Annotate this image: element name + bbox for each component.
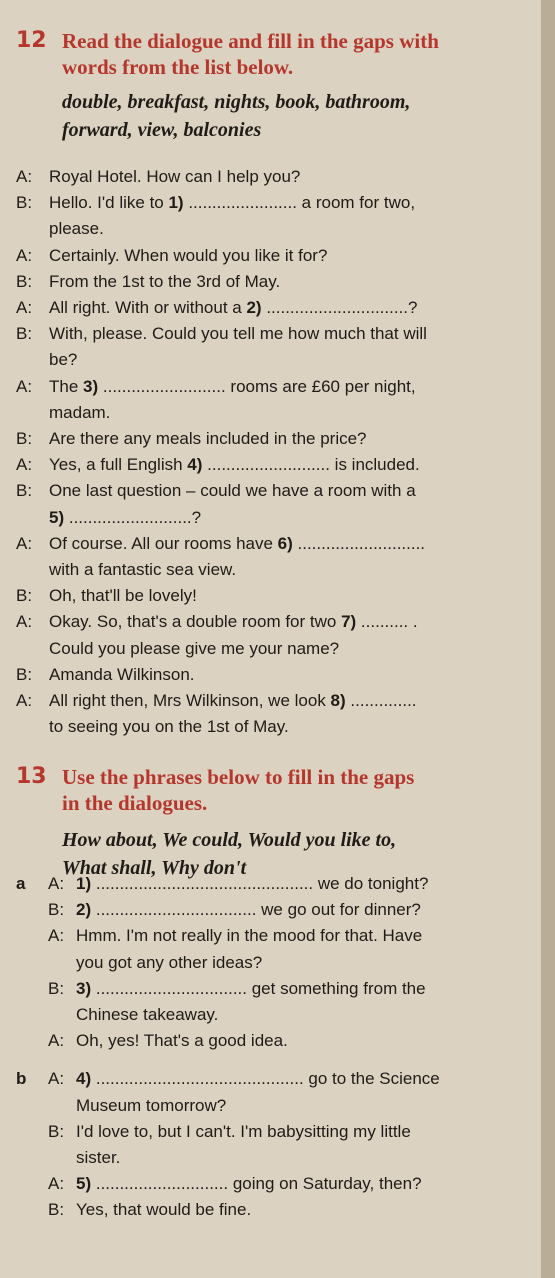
- gap-number: 2): [76, 900, 92, 920]
- speaker-label: A:: [48, 1069, 65, 1089]
- text-segment: you got any other ideas?: [76, 952, 263, 972]
- line-text: [76, 1200, 251, 1220]
- text-segment: Royal Hotel. How can I help you?: [49, 167, 301, 186]
- text-segment: Could you please give me your name?: [49, 638, 340, 658]
- line-text: [76, 1031, 288, 1051]
- line-text: [49, 429, 367, 449]
- text-segment: Okay. So, that's a double room for two: [49, 612, 342, 632]
- line-text: [49, 324, 427, 344]
- sub-dialogue-label: b: [16, 1069, 27, 1089]
- line-text: [76, 1005, 218, 1025]
- instruction-line: in the dialogues.: [62, 791, 208, 815]
- speaker-label: B:: [16, 324, 33, 344]
- line-text: [49, 219, 104, 239]
- text-segment: Hello. I'd like to: [49, 193, 169, 213]
- line-text: [49, 246, 327, 266]
- text-segment: Yes, that would be fine.: [76, 1200, 252, 1220]
- speaker-label: A:: [16, 533, 33, 553]
- line-text: [49, 639, 339, 659]
- text-segment: All right then, Mrs Wilkinson, we look: [49, 691, 331, 710]
- exercise-12-header: [16, 28, 439, 80]
- page-edge: [541, 0, 555, 1278]
- text-segment: ...........................: [292, 533, 426, 553]
- speaker-label: A:: [16, 298, 33, 317]
- speaker-label: A:: [48, 874, 65, 893]
- text-segment: The: [49, 376, 84, 396]
- gap-number: 3): [76, 978, 92, 998]
- line-text: [49, 350, 77, 370]
- gap-number: 4): [187, 455, 203, 475]
- text-segment: ..........................?: [64, 507, 202, 527]
- speaker-label: B:: [16, 664, 33, 684]
- line-text: [49, 298, 417, 318]
- text-segment: please.: [49, 219, 104, 239]
- line-text: [49, 193, 415, 213]
- line-text: [49, 167, 300, 187]
- speaker-label: B:: [16, 271, 33, 291]
- speaker-label: B:: [16, 429, 33, 448]
- line-text: [49, 717, 289, 737]
- speaker-label: A:: [48, 1031, 65, 1051]
- speaker-label: A:: [16, 691, 33, 710]
- exercise-instruction: [62, 764, 414, 816]
- speaker-label: A:: [16, 167, 33, 186]
- line-text: [49, 534, 425, 554]
- line-text: [76, 1069, 440, 1089]
- gap-number: 8): [330, 691, 346, 710]
- speaker-label: B:: [48, 900, 65, 920]
- text-segment: Are there any meals included in the price?: [49, 429, 367, 448]
- gap-number: 5): [49, 507, 65, 527]
- text-segment: madam.: [49, 402, 111, 422]
- speaker-label: B:: [16, 193, 33, 213]
- line-text: [49, 560, 236, 580]
- instruction-line: Use the phrases below to fill in the gaps: [62, 765, 415, 789]
- text-segment: All right. With or without a: [49, 298, 247, 317]
- line-text: [49, 377, 416, 397]
- text-segment: sister.: [76, 1148, 121, 1167]
- exercise-instruction: [62, 28, 439, 80]
- exercise-number: 12: [16, 28, 47, 53]
- text-segment: Yes, a full English: [49, 455, 188, 475]
- speaker-label: A:: [16, 245, 33, 265]
- text-segment: Museum tomorrow?: [76, 1095, 227, 1115]
- gap-number: 2): [246, 298, 262, 317]
- text-segment: Chinese takeaway.: [76, 1005, 219, 1024]
- speaker-label: A:: [16, 376, 33, 396]
- text-segment: ................................ get something from the: [91, 978, 426, 998]
- text-segment: ..............: [345, 691, 417, 710]
- text-segment: ..............................?: [261, 298, 418, 317]
- gap-number: 1): [168, 193, 184, 213]
- text-segment: .......................... is included.: [202, 455, 420, 475]
- word-list-line: double, breakfast, nights, book, bathroom,: [62, 91, 411, 113]
- text-segment: From the 1st to the 3rd of May.: [49, 271, 281, 291]
- line-text: [76, 1122, 411, 1142]
- instruction-line: Read the dialogue and fill in the gaps with: [62, 29, 439, 53]
- gap-number: 4): [76, 1069, 92, 1089]
- text-segment: With, please. Could you tell me how much that will: [49, 324, 427, 344]
- word-list: [62, 88, 410, 144]
- line-text: [49, 272, 280, 292]
- text-segment: ............................ going on Saturday, then?: [91, 1174, 422, 1194]
- text-segment: Oh, yes! That's a good idea.: [76, 1031, 288, 1051]
- gap-number: 1): [76, 874, 92, 893]
- exercise-number: 13: [16, 764, 47, 789]
- text-segment: I'd love to, but I can't. I'm babysitting my little: [76, 1121, 411, 1141]
- line-text: [76, 926, 422, 946]
- line-text: [49, 691, 417, 711]
- text-segment: One last question – could we have a room with a: [49, 481, 416, 501]
- gap-number: 6): [277, 533, 293, 553]
- line-text: [49, 612, 418, 632]
- speaker-label: A:: [48, 1174, 65, 1194]
- text-segment: .................................. we go out for dinner?: [91, 900, 421, 920]
- sub-dialogue-label: a: [16, 874, 26, 893]
- text-segment: to seeing you on the 1st of May.: [49, 717, 289, 737]
- speaker-label: B:: [16, 586, 33, 606]
- text-segment: Oh, that'll be lovely!: [49, 586, 197, 606]
- speaker-label: B:: [48, 1200, 65, 1220]
- gap-number: 7): [341, 612, 357, 632]
- speaker-label: A:: [16, 455, 33, 475]
- exercise-13-header: [16, 764, 414, 816]
- text-segment: ............................................ go to the Science: [91, 1069, 440, 1089]
- line-text: [76, 1096, 226, 1116]
- text-segment: Of course. All our rooms have: [49, 533, 278, 553]
- line-text: [49, 586, 197, 606]
- speaker-label: B:: [48, 1121, 65, 1141]
- speaker-label: A:: [48, 926, 65, 946]
- line-text: [49, 403, 110, 423]
- line-text: [76, 1174, 422, 1194]
- gap-number: 3): [83, 376, 99, 396]
- line-text: [76, 900, 421, 920]
- line-text: [76, 953, 262, 973]
- line-text: [76, 874, 428, 894]
- line-text: [49, 481, 416, 501]
- line-text: [76, 1148, 120, 1168]
- text-segment: with a fantastic sea view.: [49, 560, 237, 579]
- text-segment: ....................... a room for two,: [183, 193, 416, 213]
- line-text: [49, 455, 420, 475]
- phrase-list-line: How about, We could, Would you like to,: [62, 829, 397, 851]
- text-segment: Amanda Wilkinson.: [49, 664, 195, 684]
- speaker-label: B:: [16, 481, 33, 501]
- text-segment: .............................................. we do tonight?: [91, 874, 429, 893]
- gap-number: 5): [76, 1174, 92, 1194]
- phrase-list-line: What shall, Why don't: [62, 857, 247, 879]
- text-segment: Hmm. I'm not really in the mood for that. Have: [76, 926, 423, 946]
- line-text: [76, 979, 426, 999]
- line-text: [49, 665, 195, 685]
- word-list-line: forward, view, balconies: [62, 119, 262, 141]
- text-segment: .......................... rooms are £60 per night,: [98, 376, 416, 396]
- text-segment: .......... .: [356, 612, 418, 632]
- instruction-line: words from the list below.: [62, 55, 294, 79]
- speaker-label: A:: [16, 612, 33, 632]
- line-text: [49, 508, 201, 528]
- text-segment: Certainly. When would you like it for?: [49, 245, 328, 265]
- speaker-label: B:: [48, 978, 65, 998]
- text-segment: be?: [49, 350, 78, 370]
